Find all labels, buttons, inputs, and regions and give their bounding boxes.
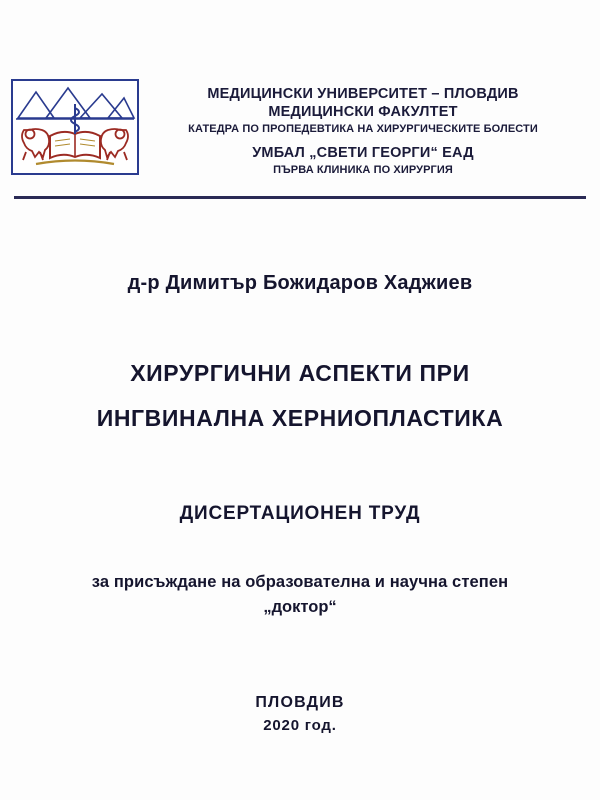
degree-purpose-line-1: за присъждане на образователна и научна степен [91,573,509,591]
clinic-name: ПЪРВА КЛИНИКА ПО ХИРУРГИЯ [273,163,453,176]
title-line-1: ХИРУРГИЧНИ АСПЕКТИ ПРИ [130,360,470,386]
page-title [0,362,600,430]
degree-purpose [0,572,600,619]
document-header [0,78,600,177]
document-type: ДИСЕРТАЦИОНЕН ТРУД [179,503,421,524]
degree-purpose-line-2: „доктор“ [263,598,337,617]
city-name: ПЛОВДИВ [255,694,345,711]
document-footer [0,694,600,734]
title-line-2: ИНГВИНАЛНА ХЕРНИОПЛАСТИКА [96,405,504,431]
author-name: д-р Димитър Божидаров Хаджиев [127,272,473,294]
department-name: КАТЕДРА ПО ПРОПЕДЕВТИКА НА ХИРУРГИЧЕСКИТЕ БОЛЕСТИ [188,123,538,136]
hospital-name: УМБАЛ „СВЕТИ ГЕОРГИ“ ЕАД [252,144,474,161]
faculty-name: МЕДИЦИНСКИ ФАКУЛТЕТ [268,103,458,120]
header-text-block [140,78,600,177]
header-divider [14,196,586,199]
year-label: 2020 год. [263,717,337,734]
medical-university-plovdiv-coat-of-arms-icon [10,78,140,176]
university-name: МЕДИЦИНСКИ УНИВЕРСИТЕТ – ПЛОВДИВ [207,86,519,102]
